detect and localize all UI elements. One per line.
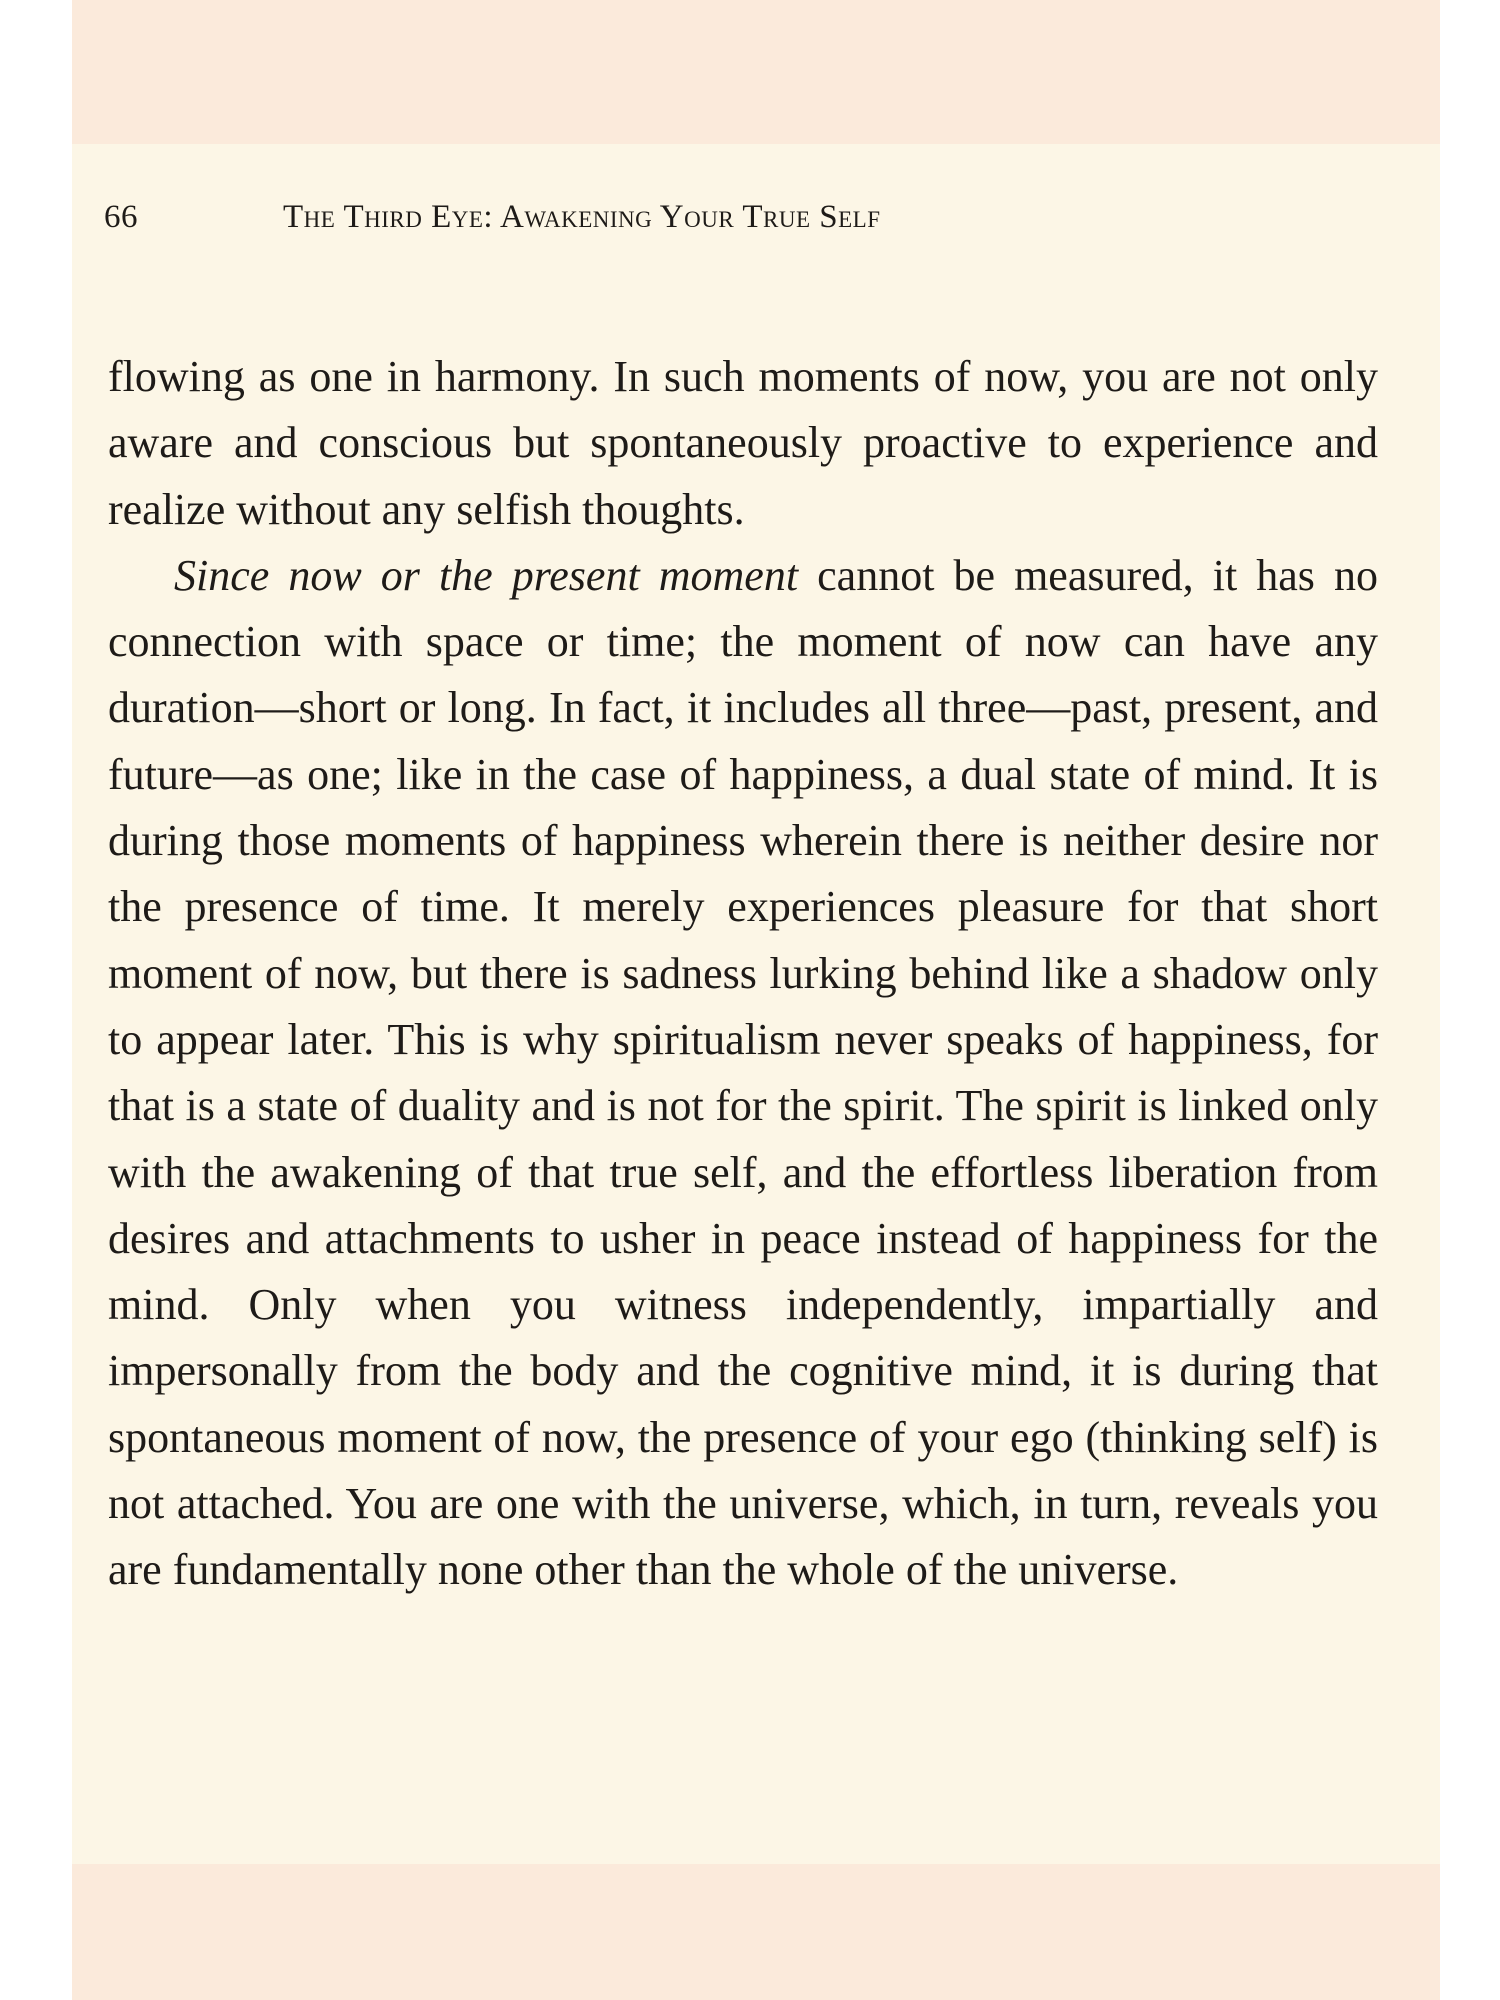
paragraph-lead-italic: Since now or the present moment: [174, 550, 799, 600]
paragraph: [108, 543, 1378, 1604]
body-text: [108, 344, 1378, 1604]
page-number: 66: [104, 199, 138, 235]
paragraph-text: cannot be measured, it has no connection with space or time; the moment of now can have any duration—short or long. In fact, it includes all three—past, present, and future—as one; like in the case of happiness, a dual state of mind. It is during those moments of happiness wherein there is neither desire nor the presence of time. It merely experiences pleasure for that short moment of now, but there is sadness lurking behind like a shadow only to appear later. This is why spiritualism never speaks of happiness, for that is a state of duality and is not for the spirit. The spirit is linked only with the awakening of that true self, and the effortless liberation from desires and attachments to usher in peace instead of happiness for the mind. Only when you witness independently, impartially and impersonally from the body and the cognitive mind, it is during that spontaneous moment of now, the presence of your ego (thinking self) is not attached. You are one with the universe, which, in turn, reveals you are fundamentally none other than the whole of the universe.: [108, 550, 1378, 1595]
paragraph: [108, 344, 1378, 543]
page-header: [104, 192, 1380, 242]
running-title: The Third Eye: Awakening Your True Self: [283, 199, 881, 235]
book-page: [72, 144, 1440, 1864]
paragraph-text: flowing as one in harmony. In such moments of now, you are not only aware and conscious but spontaneously proactive to experience and realize without any selfish thoughts.: [108, 352, 1378, 534]
